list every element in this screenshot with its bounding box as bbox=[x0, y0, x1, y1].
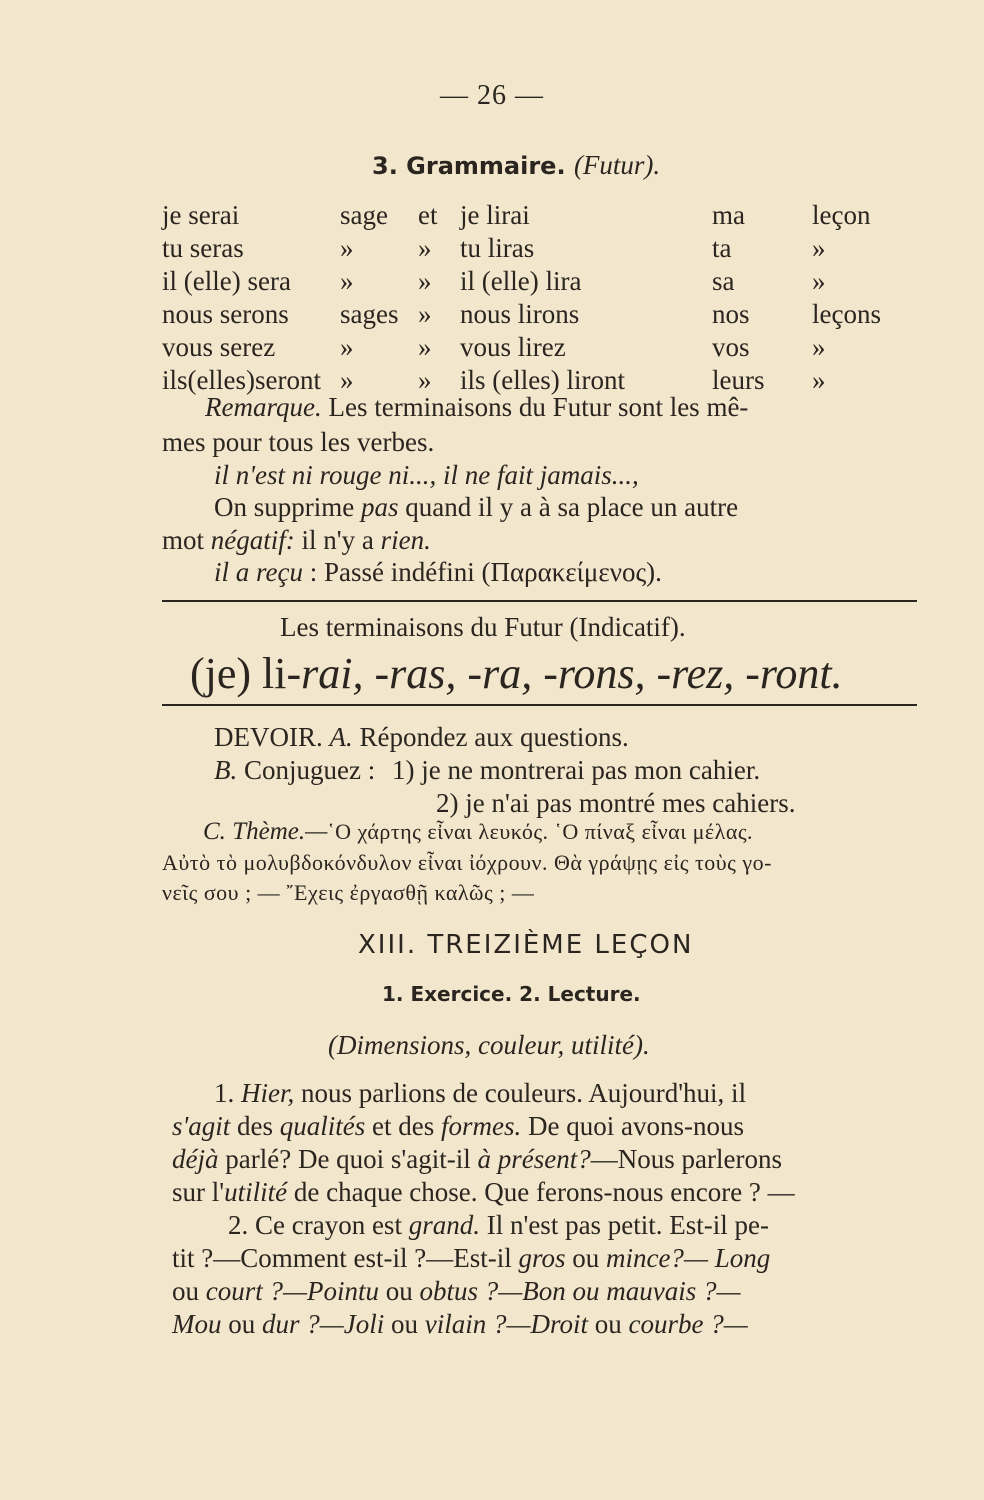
reading-line-7 bbox=[172, 1276, 741, 1307]
remarque-negatif bbox=[162, 525, 431, 556]
mot-word: mot bbox=[162, 525, 205, 555]
devoir-a-letter: A. bbox=[329, 722, 353, 752]
reading-8-ou3: ou bbox=[594, 1309, 622, 1339]
reading-line-5 bbox=[228, 1210, 769, 1241]
reading-7-court: court ?—Pointu bbox=[205, 1276, 379, 1306]
reading-2-formes: formes. bbox=[441, 1111, 522, 1141]
greek-line-3: νεῖς σου ; — ῎Εχεις ἐργασθῇ καλῶς ; — bbox=[162, 880, 535, 905]
future-table-cell: leçons bbox=[812, 299, 881, 329]
recu-rest: : Passé indéfini (Παρακείμενος). bbox=[309, 557, 662, 587]
future-table-cell: nos bbox=[712, 299, 750, 329]
future-table-cell: il (elle) sera bbox=[162, 266, 291, 296]
reading-7-ou2: ou bbox=[385, 1276, 413, 1306]
section-heading bbox=[372, 150, 660, 181]
pas-word: pas bbox=[360, 492, 399, 522]
future-table-cell: sa bbox=[712, 266, 735, 296]
future-table-cell: » bbox=[418, 365, 432, 395]
remarque-line-2: mes pour tous les verbes. bbox=[162, 427, 435, 457]
reading-3-rest: —Nous parlerons bbox=[590, 1144, 782, 1174]
reading-2-sagit: s'agit bbox=[172, 1111, 231, 1141]
future-table-cell: » bbox=[812, 365, 826, 395]
future-table-cell: vous serez bbox=[162, 332, 276, 362]
future-table-cell: sages bbox=[340, 299, 399, 329]
future-table-cell: vous lirez bbox=[460, 332, 566, 362]
reading-8-vilain: vilain ?—Droit bbox=[424, 1309, 589, 1339]
future-table-cell: » bbox=[812, 332, 826, 362]
reading-5-grand: grand. bbox=[408, 1210, 480, 1240]
suppress-2: quand il y a à sa place un autre bbox=[405, 492, 739, 522]
section-heading-subtitle: (Futur). bbox=[573, 150, 661, 180]
reading-3-parle: parlé? De quoi s'agit-il bbox=[225, 1144, 471, 1174]
negatif-word: négatif: bbox=[210, 525, 295, 555]
reading-6-mince: mince? bbox=[605, 1243, 684, 1273]
reading-8-dur: dur ?—Joli bbox=[262, 1309, 385, 1339]
rule-top bbox=[162, 600, 917, 602]
terminaisons-title: Les terminaisons du Futur (Indicatif). bbox=[280, 612, 686, 642]
reading-line-3 bbox=[172, 1144, 782, 1175]
future-table-cell: » bbox=[340, 365, 354, 395]
terminaisons-stem: (je) li- bbox=[190, 649, 302, 698]
reading-8-ou2: ou bbox=[391, 1309, 419, 1339]
reading-8-mou: Mou bbox=[172, 1309, 222, 1339]
future-table-cell: nous lirons bbox=[460, 299, 580, 329]
greek-line-1: ῾Ο χάρτης εἶναι λευκός. ῾Ο πίναξ εἶναι μέλας. bbox=[327, 819, 754, 844]
remarque-line-1 bbox=[205, 392, 917, 423]
future-table-cell: ils (elles) liront bbox=[460, 365, 625, 395]
future-table-cell: » bbox=[812, 266, 826, 296]
future-table-cell: ma bbox=[712, 200, 745, 230]
future-table-cell: et bbox=[418, 200, 438, 230]
suppress-1: On supprime bbox=[214, 492, 355, 522]
lesson-topic: (Dimensions, couleur, utilité). bbox=[328, 1030, 650, 1060]
future-table-cell: » bbox=[418, 332, 432, 362]
reading-2-etdes: et des bbox=[372, 1111, 435, 1141]
devoir-c-letter: C. bbox=[203, 818, 226, 845]
reading-5-a: Ce crayon est bbox=[255, 1210, 402, 1240]
reading-4-rest: de chaque chose. Que ferons-nous encore ? — bbox=[293, 1177, 795, 1207]
future-table-cell: je serai bbox=[162, 200, 240, 230]
rien-word: rien. bbox=[380, 525, 431, 555]
reading-6-long: — Long bbox=[683, 1243, 771, 1273]
reading-8-ou: ou bbox=[228, 1309, 256, 1339]
future-table-cell: leurs bbox=[712, 365, 765, 395]
future-table-cell: sage bbox=[340, 200, 388, 230]
devoir-a bbox=[214, 722, 629, 753]
devoir-c bbox=[203, 818, 753, 846]
future-table-cell: » bbox=[418, 266, 432, 296]
lesson-title: XIII. TREIZIÈME LEÇON bbox=[358, 930, 694, 960]
reading-1-text: nous parlions de couleurs. Aujourd'hui, il bbox=[301, 1078, 747, 1108]
lesson-subheading: 1. Exercice. 2. Lecture. bbox=[382, 982, 641, 1006]
reading-line-4 bbox=[172, 1177, 795, 1208]
reading-7-obtus: obtus ?—Bon ou mauvais ?— bbox=[419, 1276, 741, 1306]
reading-4-utilite: utilité bbox=[224, 1177, 288, 1207]
future-table-cell: » bbox=[340, 332, 354, 362]
future-table-cell: leçon bbox=[812, 200, 871, 230]
remarque-examples: il n'est ni rouge ni..., il ne fait jamais..., bbox=[214, 460, 639, 490]
reading-line-6 bbox=[172, 1243, 770, 1274]
future-table-cell: vos bbox=[712, 332, 750, 362]
remarque-label: Remarque. bbox=[205, 392, 322, 422]
future-table-cell: je lirai bbox=[460, 200, 530, 230]
reading-line-1 bbox=[214, 1078, 746, 1109]
reading-6-ou: ou bbox=[572, 1243, 600, 1273]
devoir-b2: 2) je n'ai pas montré mes cahiers. bbox=[436, 788, 796, 818]
remarque-text-1: Les terminaisons du Futur sont les mê- bbox=[328, 392, 749, 422]
future-table-cell: » bbox=[812, 233, 826, 263]
reading-3-present: à présent? bbox=[477, 1144, 591, 1174]
devoir-label: DEVOIR. bbox=[214, 722, 323, 752]
future-table-cell: » bbox=[418, 233, 432, 263]
terminaisons-endings: rai, -ras, -ra, -rons, -rez, -ront. bbox=[301, 649, 843, 698]
page-number: — 26 — bbox=[440, 80, 544, 111]
reading-6-gros: gros bbox=[518, 1243, 566, 1273]
reading-2-qualites: qualités bbox=[279, 1111, 366, 1141]
devoir-b1: 1) je ne montrerai pas mon cahier. bbox=[391, 755, 761, 785]
reading-7-ou: ou bbox=[172, 1276, 199, 1306]
remarque-recu bbox=[214, 557, 662, 588]
section-heading-label: 3. Grammaire. bbox=[372, 152, 566, 180]
future-table-cell: nous serons bbox=[162, 299, 289, 329]
future-table-cell: ta bbox=[712, 233, 732, 263]
terminaisons-line bbox=[190, 648, 843, 699]
reading-1-hier: Hier, bbox=[241, 1078, 295, 1108]
nya-words: il n'y a bbox=[301, 525, 374, 555]
future-table-cell: » bbox=[340, 233, 354, 263]
devoir-b bbox=[214, 755, 760, 786]
reading-6-a: tit ?—Comment est-il ?—Est-il bbox=[172, 1243, 512, 1273]
reading-5-num: 2. bbox=[228, 1210, 249, 1240]
future-table-cell: il (elle) lira bbox=[460, 266, 582, 296]
reading-5-b: Il n'est pas petit. Est-il pe- bbox=[486, 1210, 770, 1240]
reading-3-deja: déjà bbox=[172, 1144, 219, 1174]
remarque-suppress bbox=[214, 492, 738, 523]
future-table-cell: ils(elles)seront bbox=[162, 365, 321, 395]
reading-4-sur: sur l' bbox=[172, 1177, 225, 1207]
future-table-cell: » bbox=[340, 266, 354, 296]
future-table-cell: tu liras bbox=[460, 233, 535, 263]
recu-word: il a reçu bbox=[214, 557, 303, 587]
future-table-cell: » bbox=[418, 299, 432, 329]
reading-2-rest: De quoi avons-nous bbox=[528, 1111, 745, 1141]
reading-line-2 bbox=[172, 1111, 744, 1142]
reading-1-num: 1. bbox=[214, 1078, 235, 1108]
devoir-b-text: Conjuguez : bbox=[244, 755, 376, 785]
future-table-cell: tu seras bbox=[162, 233, 244, 263]
rule-bottom bbox=[162, 704, 917, 706]
reading-2-des: des bbox=[237, 1111, 274, 1141]
reading-8-courbe: courbe ?— bbox=[628, 1309, 748, 1339]
greek-line-2: Αὐτὸ τὸ μολυβδοκόνδυλον εἶναι ἰόχρουν. Θὰ γράψῃς εἰς τοὺς γο- bbox=[162, 850, 772, 875]
devoir-a-text: Répondez aux questions. bbox=[359, 722, 629, 752]
devoir-c-theme: Thème.— bbox=[232, 818, 328, 845]
reading-line-8 bbox=[172, 1309, 748, 1340]
devoir-b-letter: B. bbox=[214, 755, 238, 785]
